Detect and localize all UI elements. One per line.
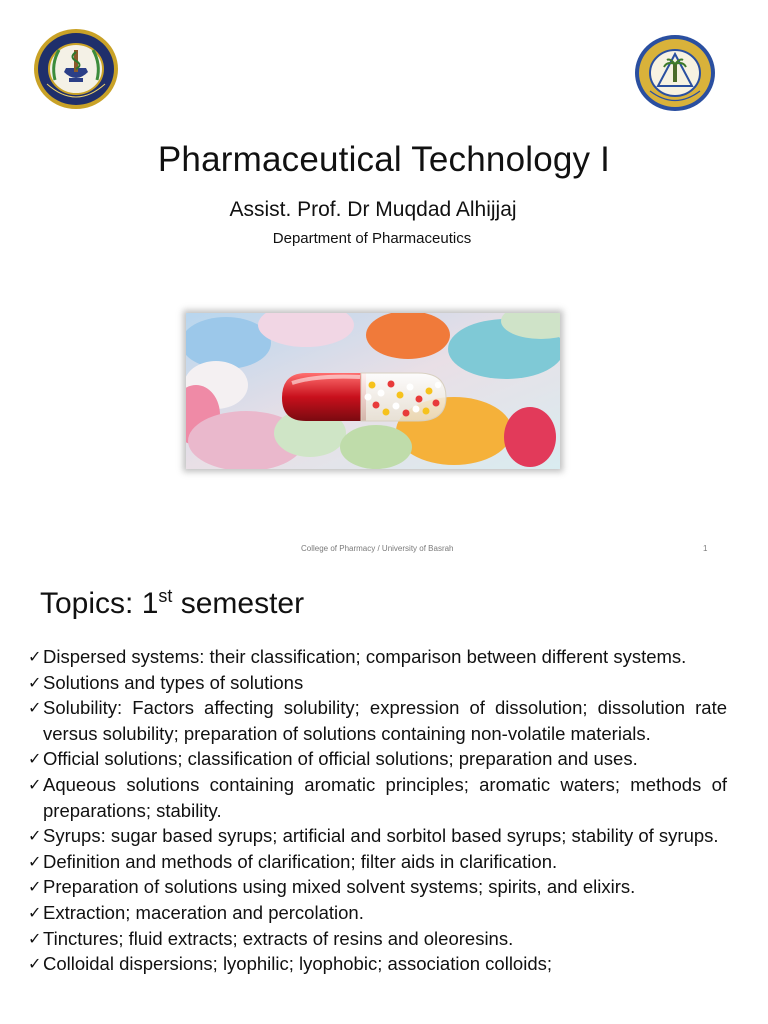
- college-of-pharmacy-logo: [33, 28, 119, 110]
- checkmark-icon: ✓: [28, 749, 42, 769]
- topic-text: Solutions and types of solutions: [43, 671, 304, 693]
- slide-2: [0, 566, 768, 1024]
- list-item: [28, 772, 727, 823]
- slide-number: 1: [703, 544, 708, 553]
- topic-text: Extraction; maceration and percolation.: [43, 901, 364, 923]
- checkmark-icon: ✓: [28, 851, 42, 871]
- topic-text: Official solutions; classification of official solutions; preparation and uses.: [43, 748, 638, 770]
- topics-heading-tail: semester: [172, 587, 305, 620]
- topic-text: Dispersed systems: their classification; comparison between different systems.: [43, 646, 687, 667]
- topic-text: Colloidal dispersions; lyophilic; lyophobic; association colloids;: [43, 953, 553, 975]
- topic-text: Definition and methods of clarification; filter aids in clarification.: [43, 850, 558, 872]
- list-item: [28, 746, 727, 772]
- topic-text: Syrups: sugar based syrups; artificial and sorbitol based syrups; stability of syrups.: [43, 825, 719, 847]
- college-seal-icon: [33, 28, 119, 110]
- checkmark-icon: ✓: [28, 902, 42, 922]
- author-name: Assist. Prof. Dr Muqdad Alhijjaj: [229, 198, 517, 221]
- topic-text: Tinctures; fluid extracts; extracts of resins and oleoresins.: [43, 927, 514, 949]
- list-item: [28, 849, 727, 875]
- checkmark-icon: ✓: [28, 954, 42, 974]
- list-item: [28, 900, 727, 926]
- list-item: [28, 695, 727, 746]
- topics-heading-main: Topics: 1: [40, 587, 159, 620]
- checkmark-icon: ✓: [28, 877, 42, 897]
- topic-list: [28, 644, 727, 977]
- checkmark-icon: ✓: [28, 698, 42, 718]
- list-item: [28, 874, 727, 900]
- checkmark-icon: ✓: [28, 647, 42, 666]
- list-item: [28, 951, 727, 977]
- pills-photo: [186, 313, 560, 469]
- topic-text: Aqueous solutions containing aromatic principles; aromatic waters; methods of preparations; stability.: [43, 773, 727, 821]
- footer-institution: College of Pharmacy / University of Basrah: [301, 544, 454, 553]
- department-name: Department of Pharmaceutics: [272, 230, 472, 247]
- topic-text: Solubility: Factors affecting solubility; expression of dissolution; dissolution rate versus solubility; preparation of solutions containing non-volatile materials.: [43, 697, 727, 744]
- list-item: [28, 823, 727, 849]
- checkmark-icon: ✓: [28, 928, 42, 948]
- university-of-basrah-logo: [634, 34, 716, 112]
- topic-text: Preparation of solutions using mixed solvent systems; spirits, and elixirs.: [43, 876, 636, 898]
- list-item: [28, 926, 727, 952]
- checkmark-icon: ✓: [28, 672, 42, 692]
- university-seal-icon: [634, 34, 716, 112]
- list-item: [28, 670, 727, 696]
- presentation-title: Pharmaceutical Technology I: [157, 140, 611, 179]
- checkmark-icon: ✓: [28, 774, 42, 794]
- checkmark-icon: ✓: [28, 826, 42, 846]
- pills-capsule-photo-icon: [186, 313, 560, 469]
- topics-heading: [40, 586, 304, 621]
- topics-heading-superscript: st: [158, 586, 173, 606]
- list-item: [28, 644, 727, 670]
